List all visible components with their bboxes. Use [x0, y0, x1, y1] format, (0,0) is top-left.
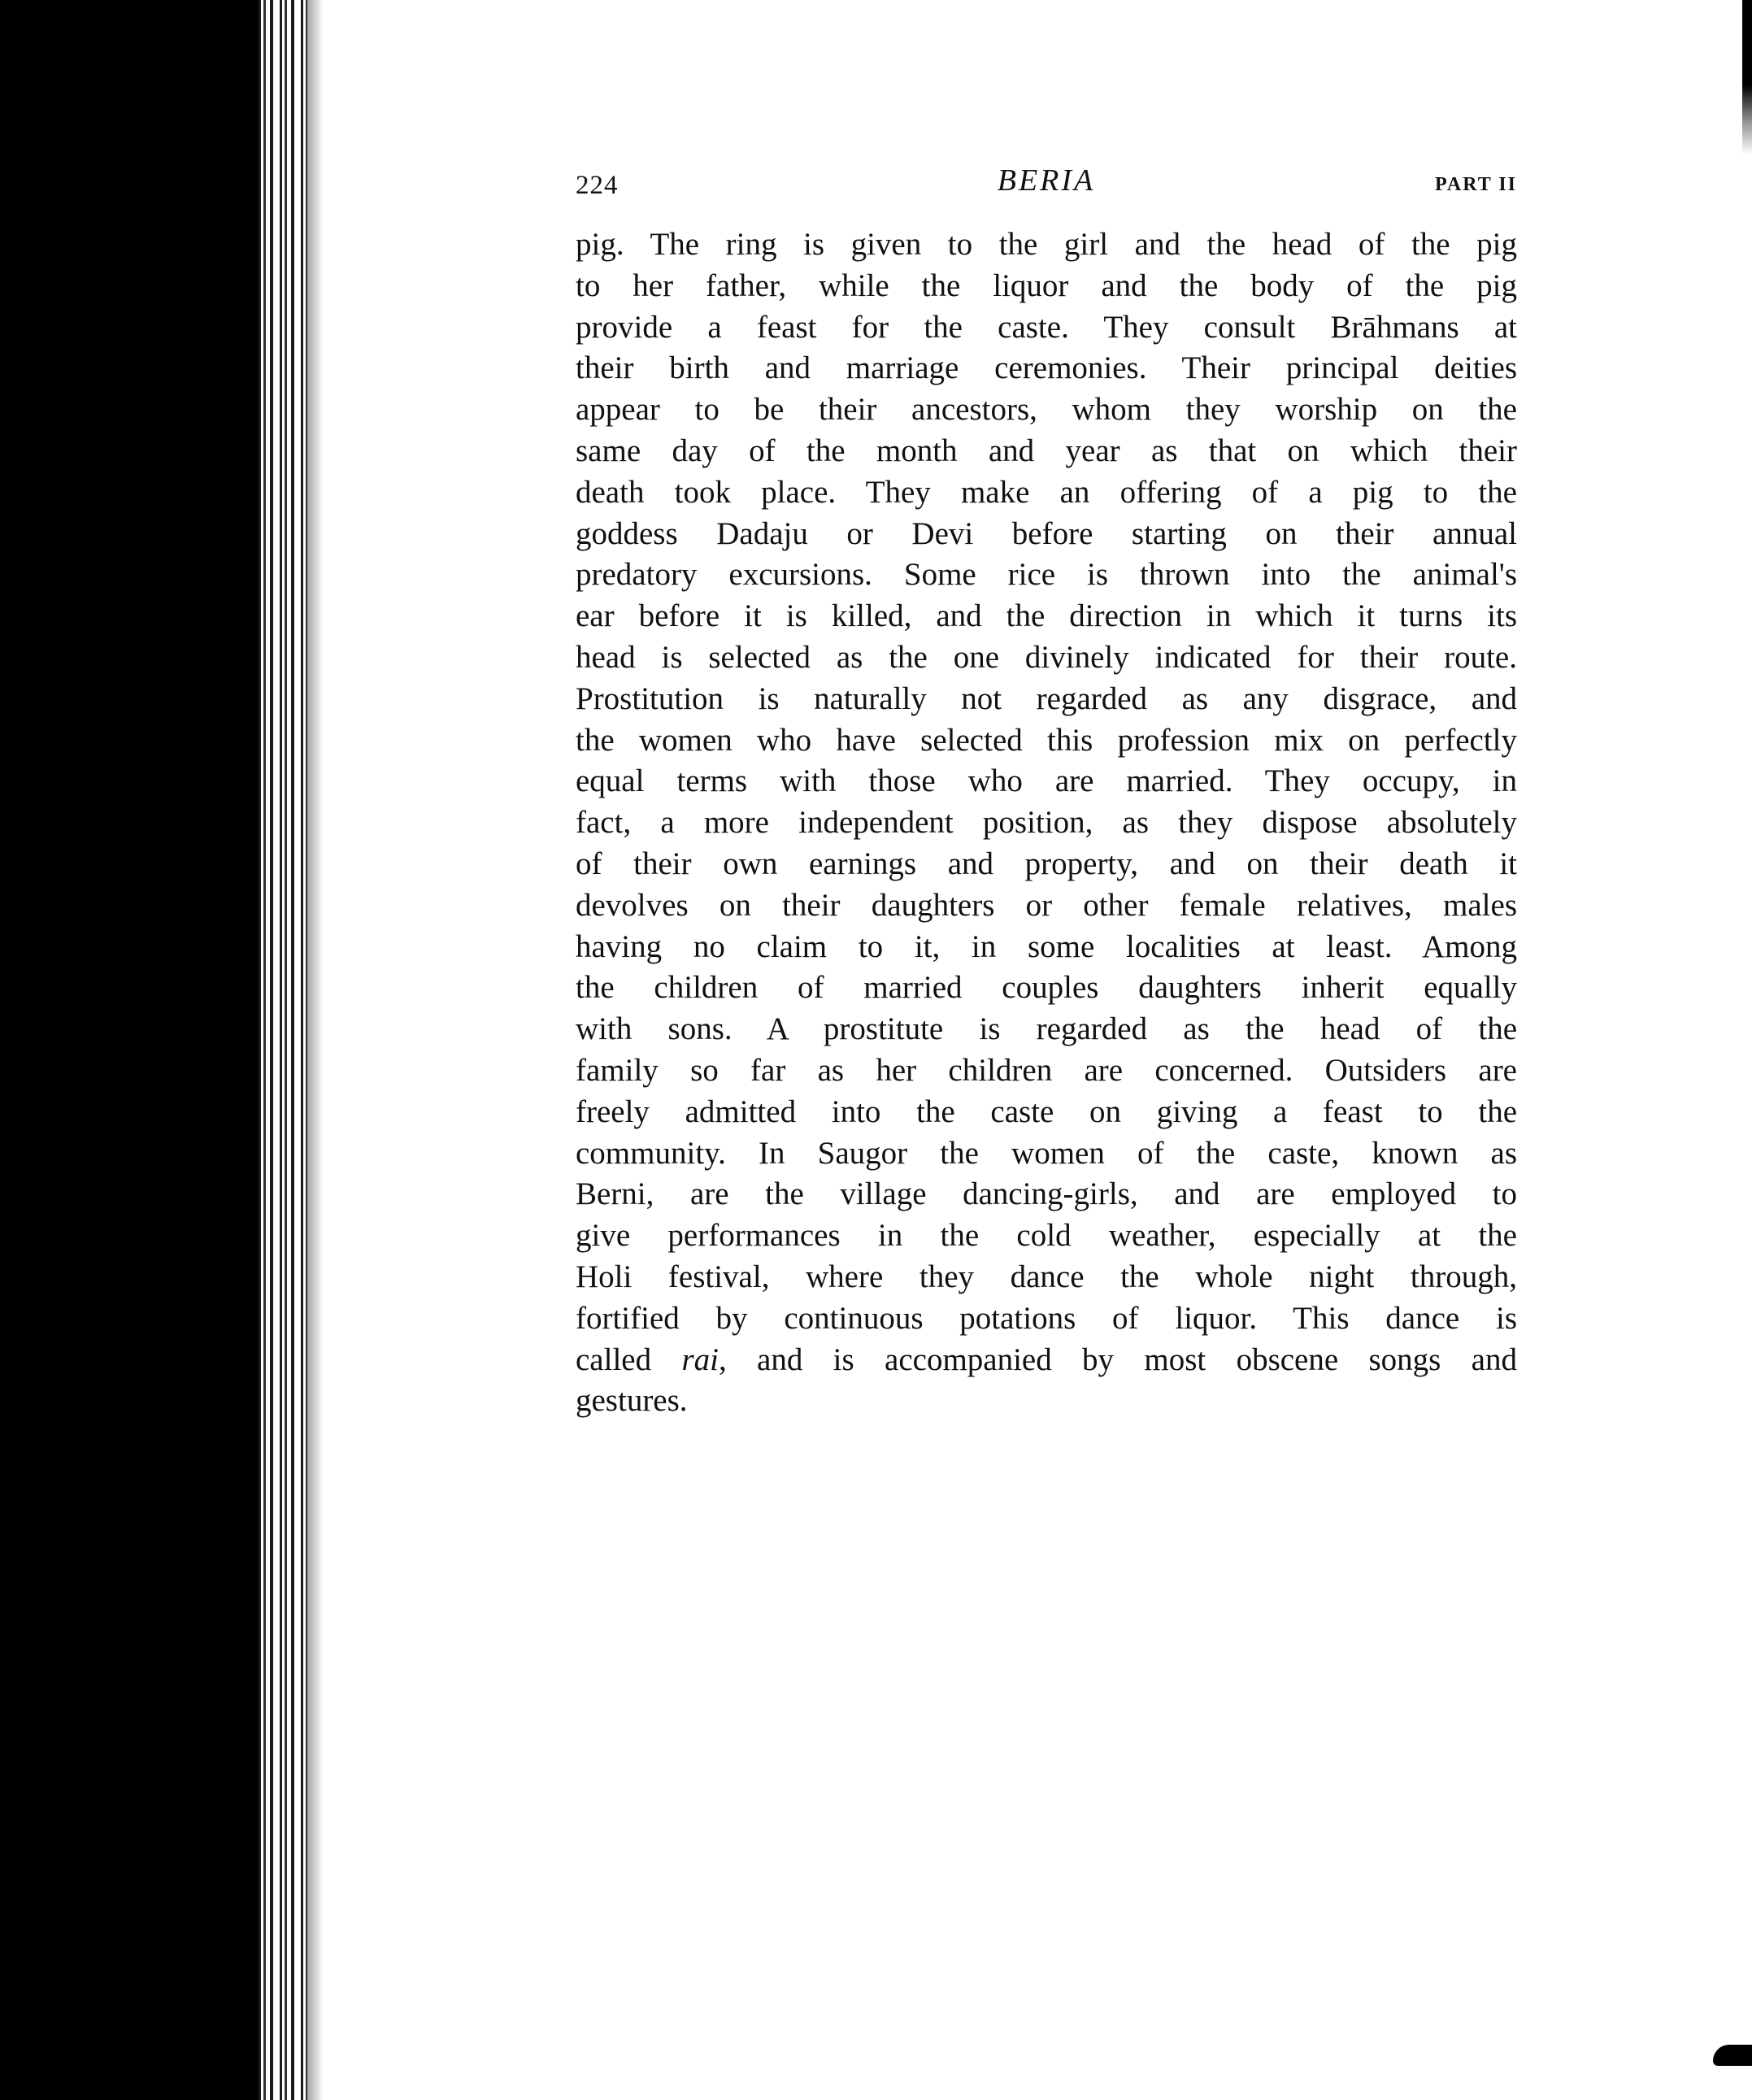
text-line	[576, 1340, 1517, 1381]
text-fragment: , and is accompanied by most obscene songs and	[718, 1341, 1517, 1377]
text-line: death took place. They make an offering of a pig to the	[576, 474, 1517, 510]
text-line: predatory excursions. Some rice is thrown into the animal's	[576, 557, 1517, 593]
scan-binding-edge	[0, 0, 259, 2100]
text-line: goddess Dadaju or Devi before starting on their annual	[576, 515, 1517, 551]
text-line: pig. The ring is given to the girl and the head of the pig	[576, 227, 1517, 262]
page-number: 224	[576, 171, 619, 200]
scan-binding-shadow	[307, 0, 324, 2100]
text-line: give performances in the cold weather, especially at the	[576, 1218, 1517, 1254]
text-line: community. In Saugor the women of the caste, known as	[576, 1135, 1517, 1171]
text-line: family so far as her children are concerned. Outsiders are	[576, 1052, 1517, 1088]
text-line: provide a feast for the caste. They consult Brāhmans at	[576, 309, 1517, 345]
text-line: with sons. A prostitute is regarded as the head of the	[576, 1011, 1517, 1047]
text-line: equal terms with those who are married. They occupy, in	[576, 763, 1517, 799]
text-line: same day of the month and year as that on which their	[576, 433, 1517, 468]
text-line: to her father, while the liquor and the body of the pig	[576, 267, 1517, 303]
italic-term: rai	[681, 1341, 719, 1377]
text-line: of their own earnings and property, and on their death it	[576, 846, 1517, 881]
text-line: Holi festival, where they dance the whole night through,	[576, 1259, 1517, 1294]
running-head	[576, 163, 1517, 208]
text-line-last: gestures.	[576, 1383, 688, 1419]
text-line: devolves on their daughters or other female relatives, males	[576, 887, 1517, 923]
text-fragment: called	[576, 1341, 652, 1377]
text-line: fortified by continuous potations of liquor. This dance is	[576, 1300, 1517, 1336]
part-label: PART II	[1435, 174, 1517, 195]
text-line: the children of married couples daughters inherit equally	[576, 970, 1517, 1006]
text-line: appear to be their ancestors, whom they worship on the	[576, 392, 1517, 428]
text-line: ear before it is killed, and the direction in which it turns its	[576, 598, 1517, 634]
text-line: having no claim to it, in some localities at least. Among	[576, 928, 1517, 964]
text-line: Berni, are the village dancing-girls, and are employed to	[576, 1176, 1517, 1212]
text-line: freely admitted into the caste on giving a feast to the	[576, 1093, 1517, 1129]
scan-binding-gutter	[259, 0, 307, 2100]
text-line: the women who have selected this profession mix on perfectly	[576, 722, 1517, 758]
body-paragraph	[576, 224, 1517, 1422]
text-line: Prostitution is naturally not regarded as any disgrace, and	[576, 680, 1517, 716]
text-line: their birth and marriage ceremonies. Their principal deities	[576, 350, 1517, 386]
scan-artifact-bottom	[1713, 2045, 1752, 2066]
running-title: BERIA	[997, 163, 1096, 198]
scan-artifact-top	[1742, 0, 1752, 154]
text-line: head is selected as the one divinely indicated for their route.	[576, 639, 1517, 675]
text-line: fact, a more independent position, as they dispose absolutely	[576, 805, 1517, 841]
